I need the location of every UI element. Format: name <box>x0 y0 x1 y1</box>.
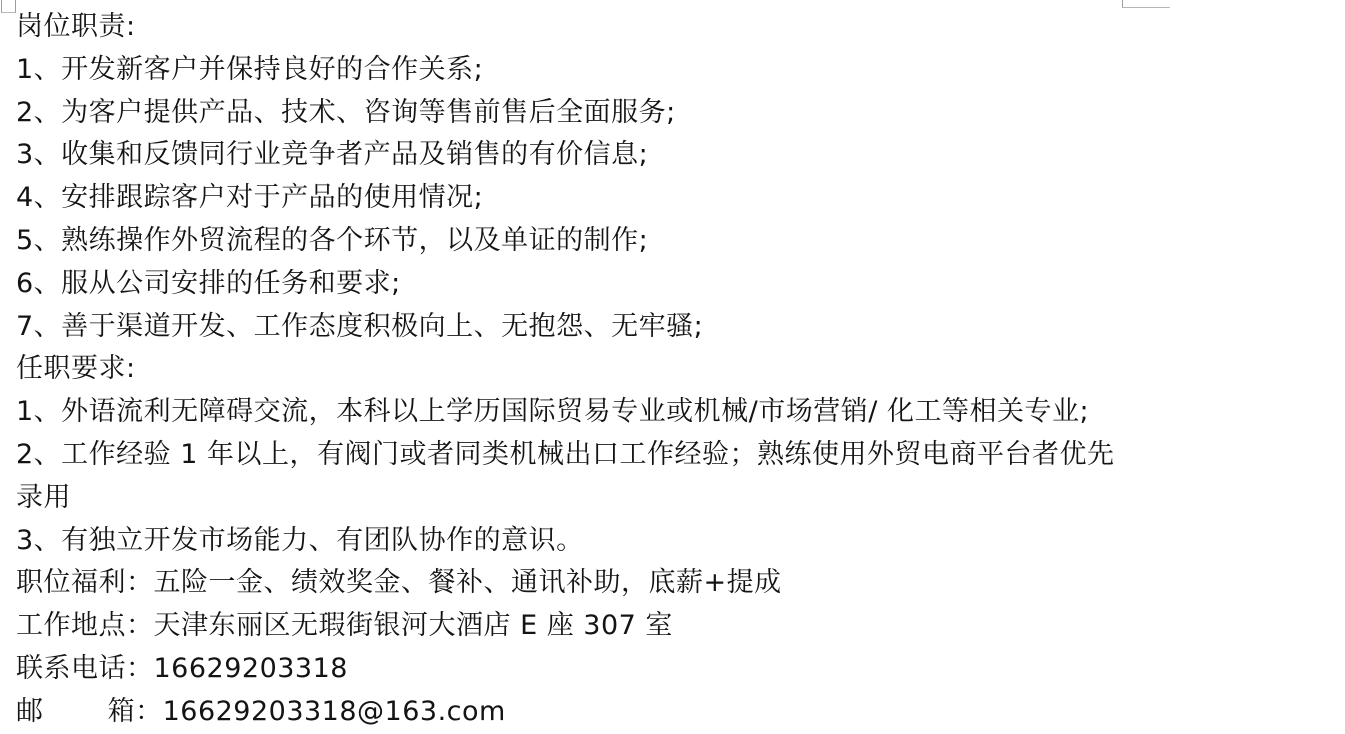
document-line: 2、为客户提供产品、技术、咨询等售前售后全面服务; <box>16 96 676 128</box>
document-line: 录用 <box>16 481 71 513</box>
document-line: 任职要求: <box>16 353 136 385</box>
document-line: 联系电话：16629203318 <box>16 652 348 684</box>
document-line: 职位福利：五险一金、绩效奖金、餐补、通讯补助，底薪+提成 <box>16 567 782 599</box>
table-border-fragment-top-left <box>1 0 16 13</box>
document-line: 3、有独立开发市场能力、有团队协作的意识。 <box>16 524 584 556</box>
document-line: 3、收集和反馈同行业竞争者产品及销售的有价信息; <box>16 139 649 171</box>
document-line: 7、善于渠道开发、工作态度积极向上、无抱怨、无牢骚; <box>16 310 704 342</box>
document-lines <box>16 6 1345 734</box>
document-line: 岗位职责: <box>16 11 136 42</box>
document-line: 6、服从公司安排的任务和要求; <box>16 267 401 299</box>
document-line: 4、安排跟踪客户对于产品的使用情况; <box>16 182 484 214</box>
document-line: 工作地点：天津东丽区无瑕街银河大酒店 E 座 307 室 <box>16 610 673 642</box>
document-line: 1、外语流利无障碍交流，本科以上学历国际贸易专业或机械/市场营销/ 化工等相关专业; <box>16 396 1090 428</box>
document-line: 2、工作经验 1 年以上，有阀门或者同类机械出口工作经验；熟练使用外贸电商平台者优先 <box>16 438 1115 470</box>
document-line: 1、开发新客户并保持良好的合作关系; <box>16 53 484 85</box>
document-line: 邮 箱：16629203318@163.com <box>16 695 506 727</box>
document-line: 5、熟练操作外贸流程的各个环节，以及单证的制作; <box>16 224 649 256</box>
